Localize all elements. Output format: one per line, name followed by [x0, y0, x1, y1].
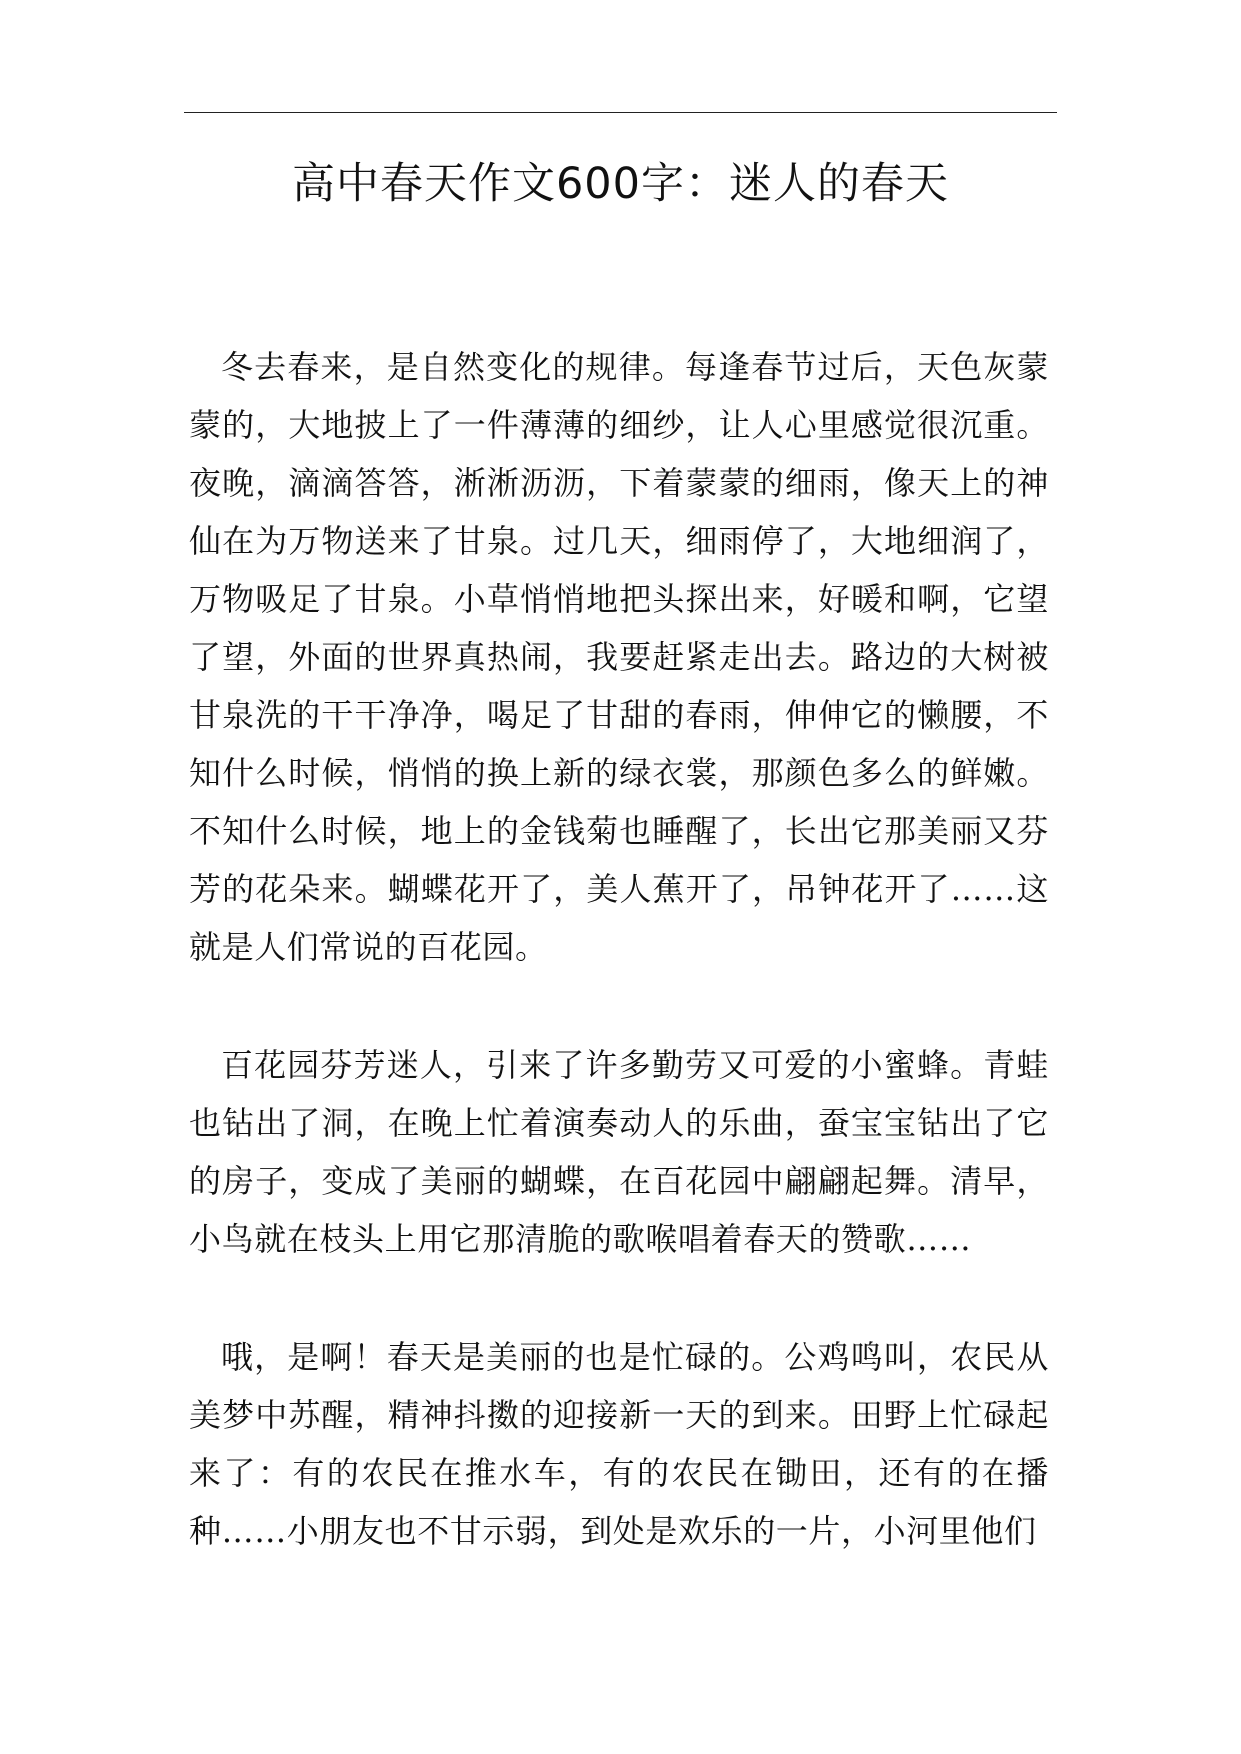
paragraph-2: 百花园芬芳迷人，引来了许多勤劳又可爱的小蜜蜂。青蛙也钻出了洞，在晚上忙着演奏动人的乐曲，蚕宝宝钻出了它的房子，变成了美丽的蝴蝶，在百花园中翩翩起舞。清早，小鸟就在枝头上用它那清脆的歌喉唱着春天的赞歌…… — [189, 1046, 1049, 1258]
document-body — [189, 338, 1049, 1620]
header-rule — [184, 112, 1057, 113]
paragraph-1: 冬去春来，是自然变化的规律。每逢春节过后，天色灰蒙蒙的，大地披上了一件薄薄的细纱，让人心里感觉很沉重。夜晚，滴滴答答，淅淅沥沥，下着蒙蒙的细雨，像天上的神仙在为万物送来了甘泉。过几天，细雨停了，大地细润了，万物吸足了甘泉。小草悄悄地把头探出来，好暖和啊，它望了望，外面的世界真热闹，我要赶紧走出去。路边的大树被甘泉洗的干干净净，喝足了甘甜的春雨，伸伸它的懒腰，不知什么时候，悄悄的换上新的绿衣裳，那颜色多么的鲜嫩。不知什么时候，地上的金钱菊也睡醒了，长出它那美丽又芬芳的花朵来。蝴蝶花开了，美人蕉开了，吊钟花开了……这就是人们常说的百花园。 — [189, 348, 1049, 966]
paragraph-3: 哦，是啊！春天是美丽的也是忙碌的。公鸡鸣叫，农民从美梦中苏醒，精神抖擞的迎接新一天的到来。田野上忙碌起来了：有的农民在推水车，有的农民在锄田，还有的在播种……小朋友也不甘示弱，到处是欢乐的一片，小河里他们 — [189, 1338, 1049, 1550]
document-title: 高中春天作文600字：迷人的春天 — [291, 159, 950, 209]
